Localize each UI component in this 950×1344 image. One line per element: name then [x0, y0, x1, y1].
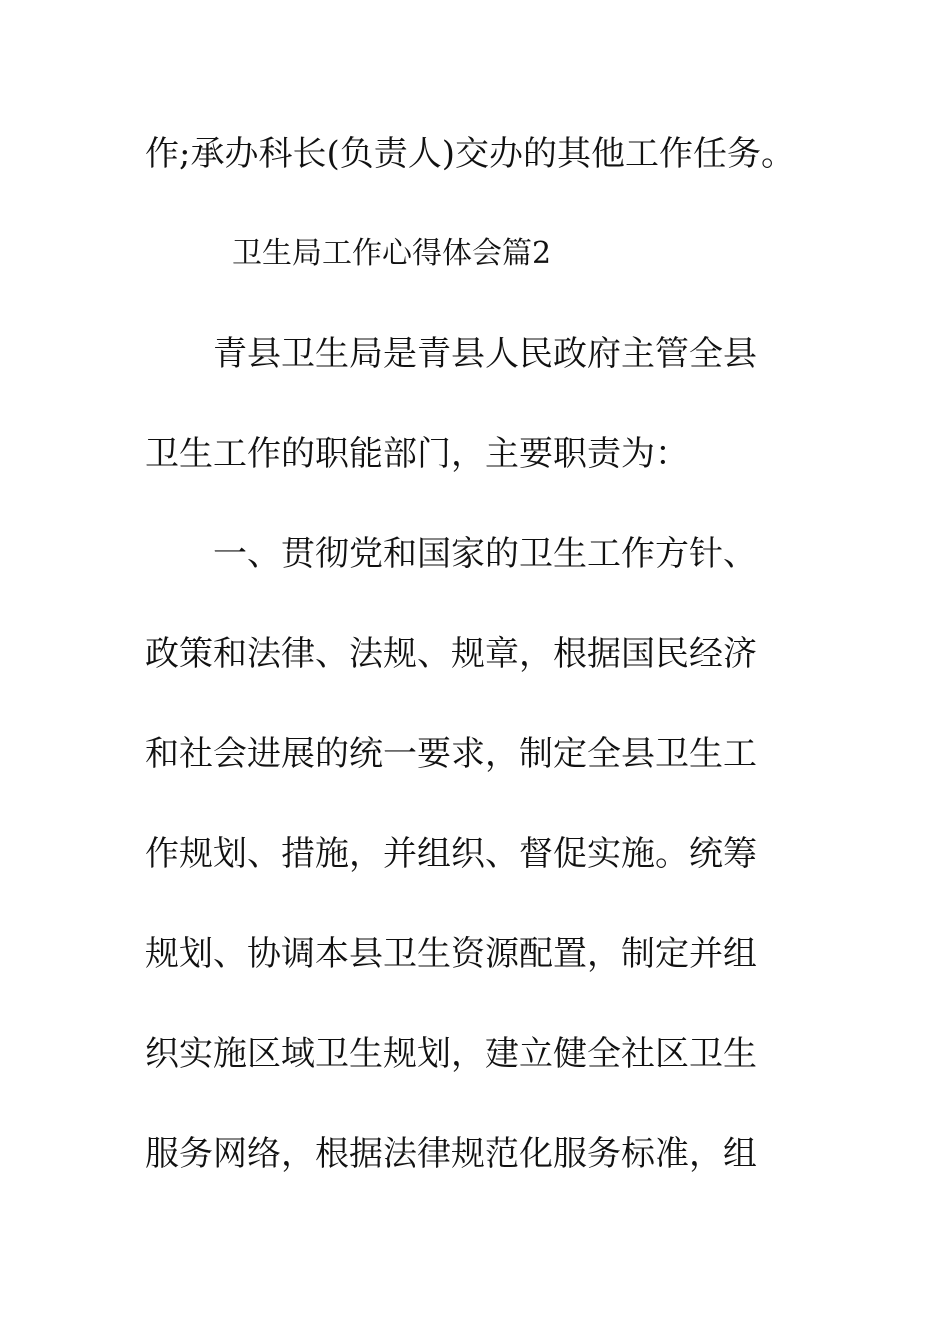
section-heading: 卫生局工作心得体会篇2 [232, 236, 552, 271]
text-line-11: 服务网络，根据法律规范化服务标准，组 [145, 1134, 757, 1174]
text-line-3: 青县卫生局是青县人民政府主管全县 [213, 334, 757, 374]
text-line-4: 卫生工作的职能部门，主要职责为： [145, 434, 689, 474]
text-line-9: 规划、协调本县卫生资源配置，制定并组 [145, 934, 757, 974]
text-line-8: 作规划、措施，并组织、督促实施。统筹 [145, 834, 757, 874]
text-line-1: 作;承办科长(负责人)交办的其他工作任务。 [145, 134, 795, 174]
text-line-5: 一、贯彻党和国家的卫生工作方针、 [213, 534, 757, 574]
text-line-10: 织实施区域卫生规划，建立健全社区卫生 [145, 1034, 757, 1074]
text-line-7: 和社会进展的统一要求，制定全县卫生工 [145, 734, 757, 774]
text-line-6: 政策和法律、法规、规章，根据国民经济 [145, 634, 757, 674]
